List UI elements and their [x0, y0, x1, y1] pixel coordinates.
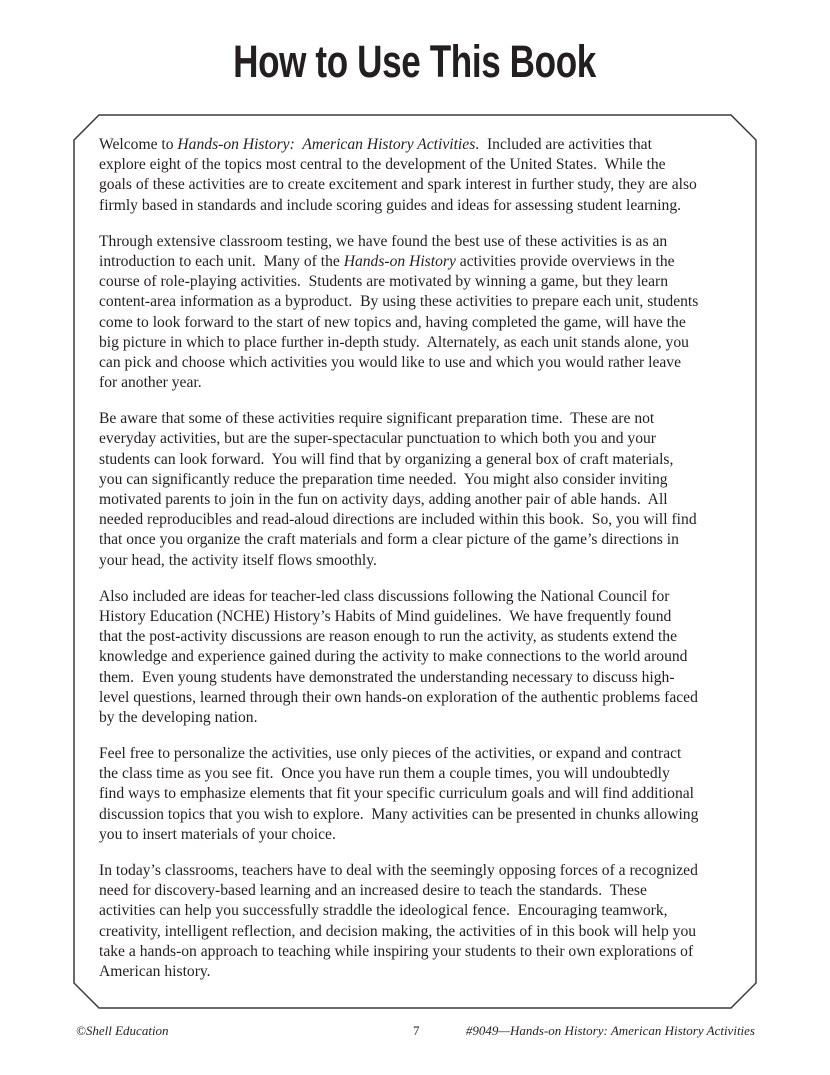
text-segment: activities provide overviews in the	[455, 252, 675, 270]
paragraph	[99, 861, 739, 982]
text-segment: that the post-activity discussions are reason enough to run the activity, as students extend the	[99, 628, 677, 646]
text-segment: goals of these activities are to create excitement and spark interest in further study, they are also	[99, 176, 697, 194]
page-title: How to Use This Book	[233, 36, 597, 87]
text-segment: motivated parents to join in the fun on activity days, adding another pair of able hands. All	[99, 491, 668, 508]
text-line	[99, 861, 739, 881]
text-segment: that once you organize the craft materials and form a clear picture of the game’s directions in	[99, 531, 679, 549]
text-line	[99, 647, 739, 667]
text-segment: find ways to emphasize elements that fit your specific curriculum goals and will find additional	[99, 785, 694, 803]
text-line	[99, 373, 739, 393]
text-segment: creativity, intelligent reflection, and decision making, the activities of in this book will help you	[99, 922, 697, 940]
text-line	[99, 333, 739, 353]
text-line	[99, 252, 739, 272]
text-segment: them. Even young students have demonstrated the understanding necessary to discuss high-	[99, 668, 675, 686]
text-segment: In today’s classrooms, teachers have to deal with the seemingly opposing forces of a recognized	[99, 862, 698, 879]
text-line	[99, 764, 739, 784]
text-segment: big picture in which to place further in-depth study. Alternately, as each unit stands alone, you	[99, 333, 689, 351]
text-line	[99, 135, 739, 155]
footer-book-title: #9049—Hands-on History: American History Activities	[465, 1023, 755, 1038]
text-line	[99, 313, 739, 333]
text-segment: everyday activities, but are the super-spectacular punctuation to which both you and your	[99, 430, 656, 448]
footer-page-number: 7	[413, 1023, 420, 1038]
text-segment: your head, the activity itself flows smoothly.	[99, 551, 377, 569]
text-line	[99, 292, 739, 312]
text-segment: Be aware that some of these activities require significant preparation time. These are not	[99, 410, 655, 428]
text-segment: Through extensive classroom testing, we have found the best use of these activities is as an	[99, 232, 668, 250]
text-line	[99, 587, 739, 607]
text-segment: for another year.	[99, 374, 202, 392]
footer-copyright: ©Shell Education	[76, 1023, 169, 1038]
text-segment: explore eight of the topics most central to the development of the United States. While the	[99, 156, 666, 174]
text-line	[99, 232, 739, 252]
text-segment: take a hands-on approach to teaching while inspiring your students to their own explorations of	[99, 942, 694, 960]
text-segment: Welcome to	[99, 136, 178, 153]
text-line	[99, 805, 739, 825]
italic-text: Hands-on History	[343, 252, 456, 270]
text-line	[99, 272, 739, 292]
text-line	[99, 744, 739, 764]
text-line	[99, 901, 739, 921]
text-segment: American history.	[99, 962, 211, 980]
text-line	[99, 530, 739, 550]
text-line	[99, 962, 739, 982]
text-segment: come to look forward to the start of new topics and, having completed the game, will have the	[99, 313, 686, 331]
text-line	[99, 922, 739, 942]
text-segment: content-area information as a byproduct. By using these activities to prepare each unit, students	[99, 293, 699, 311]
paragraph	[99, 744, 739, 845]
text-line	[99, 155, 739, 175]
text-line	[99, 510, 739, 530]
text-line	[99, 825, 739, 845]
text-segment: by the developing nation.	[99, 708, 258, 726]
text-segment: Also included are ideas for teacher-led class discussions following the National Council for	[99, 587, 670, 605]
text-line	[99, 607, 739, 627]
text-line	[99, 881, 739, 901]
paragraph	[99, 409, 739, 571]
text-line	[99, 450, 739, 470]
body-text	[99, 135, 739, 998]
text-line	[99, 175, 739, 195]
text-segment: knowledge and experience gained during the activity to make connections to the world around	[99, 648, 688, 666]
text-line	[99, 429, 739, 449]
text-segment: introduction to each unit. Many of the	[99, 252, 344, 270]
text-line	[99, 470, 739, 490]
text-line	[99, 942, 739, 962]
text-segment: you to insert materials of your choice.	[99, 825, 336, 843]
text-line	[99, 627, 739, 647]
text-segment: students can look forward. You will find that by organizing a general box of craft materials,	[99, 450, 674, 468]
text-line	[99, 688, 739, 708]
text-line	[99, 668, 739, 688]
text-segment: firmly based in standards and include scoring guides and ideas for assessing student learning.	[99, 196, 682, 214]
text-segment: level questions, learned through their own hands-on exploration of the authentic problems faced	[99, 688, 698, 706]
text-segment: Feel free to personalize the activities, use only pieces of the activities, or expand and contract	[99, 745, 682, 763]
text-segment: you can significantly reduce the preparation time needed. You might also consider inviting	[99, 470, 668, 488]
text-line	[99, 353, 739, 373]
text-segment: can pick and choose which activities you would like to use and which you would rather leave	[99, 353, 682, 371]
paragraph	[99, 135, 739, 216]
text-line	[99, 708, 739, 728]
text-line	[99, 196, 739, 216]
text-segment: . Included are activities that	[475, 136, 652, 153]
text-segment: History Education (NCHE) History’s Habits of Mind guidelines. We have frequently found	[99, 607, 672, 625]
text-segment: course of role-playing activities. Students are motivated by winning a game, but they learn	[99, 273, 669, 291]
text-segment: activities can help you successfully straddle the ideological fence. Encouraging teamwork,	[99, 902, 668, 920]
text-segment: discussion topics that you wish to explore. Many activities can be presented in chunks allowing	[99, 805, 699, 823]
text-segment: needed reproducibles and read-aloud directions are included within this book. So, you will find	[99, 511, 697, 529]
text-segment: need for discovery-based learning and an increased desire to teach the standards. These	[99, 882, 647, 900]
paragraph	[99, 232, 739, 394]
text-line	[99, 784, 739, 804]
italic-text: Hands-on History: American History Activities	[177, 136, 476, 153]
paragraph	[99, 587, 739, 728]
text-segment: the class time as you see fit. Once you have run them a couple times, you will undoubtedly	[99, 765, 670, 783]
text-line	[99, 409, 739, 429]
text-line	[99, 490, 739, 510]
text-line	[99, 551, 739, 571]
